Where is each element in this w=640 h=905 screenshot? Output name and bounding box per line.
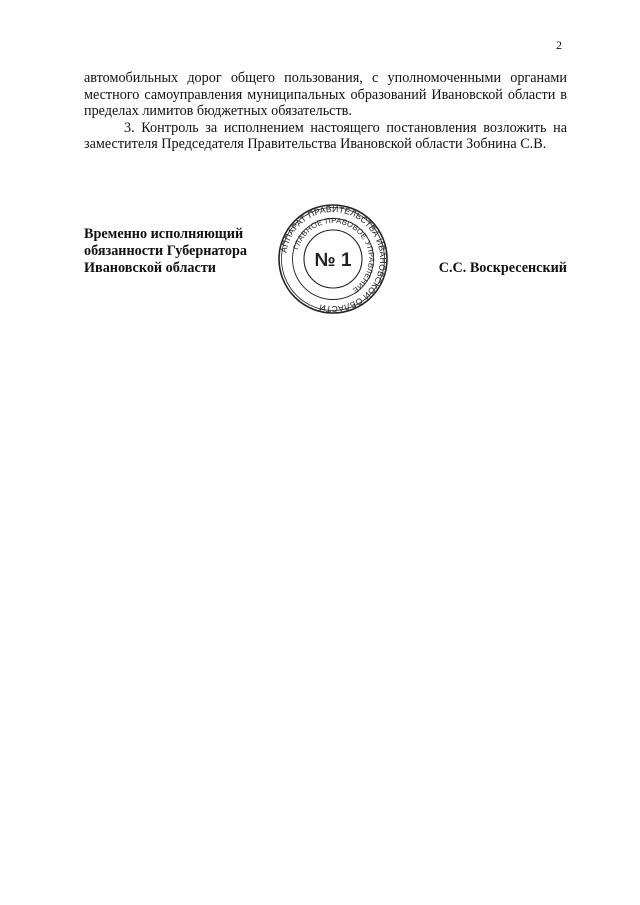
stamp-inner-text: ГЛАВНОЕ ПРАВОВОЕ УПРАВЛЕНИЕ (291, 215, 377, 296)
paragraph-continuation: автомобильных дорог общего пользования, с уполномоченными органами местного самоуправления муниципальных образований Ивановской области в пределах лимитов бюджетных обязательств. (84, 70, 567, 120)
official-stamp (277, 203, 389, 315)
signer-position (84, 226, 269, 277)
page-number: 2 (556, 38, 562, 52)
signer-position-line: Временно исполняющий (84, 226, 244, 242)
signer-position-line: обязанности Губернатора (84, 243, 247, 259)
stamp-seal-graphic (277, 203, 389, 315)
paragraph-control-clause: 3. Контроль за исполнением настоящего постановления возложить на заместителя Председателя Правительства Ивановской области Зобнина С.В. (84, 119, 567, 153)
document-body (84, 70, 567, 153)
signer-name: С.С. Воскресенский (438, 260, 567, 276)
stamp-outer-text: АППАРАТ ПРАВИТЕЛЬСТВА ИВАНОВСКОЙ ОБЛАСТИ (278, 203, 389, 315)
stamp-center-number: № 1 (314, 250, 352, 271)
signer-position-line: Ивановской области (84, 260, 216, 276)
